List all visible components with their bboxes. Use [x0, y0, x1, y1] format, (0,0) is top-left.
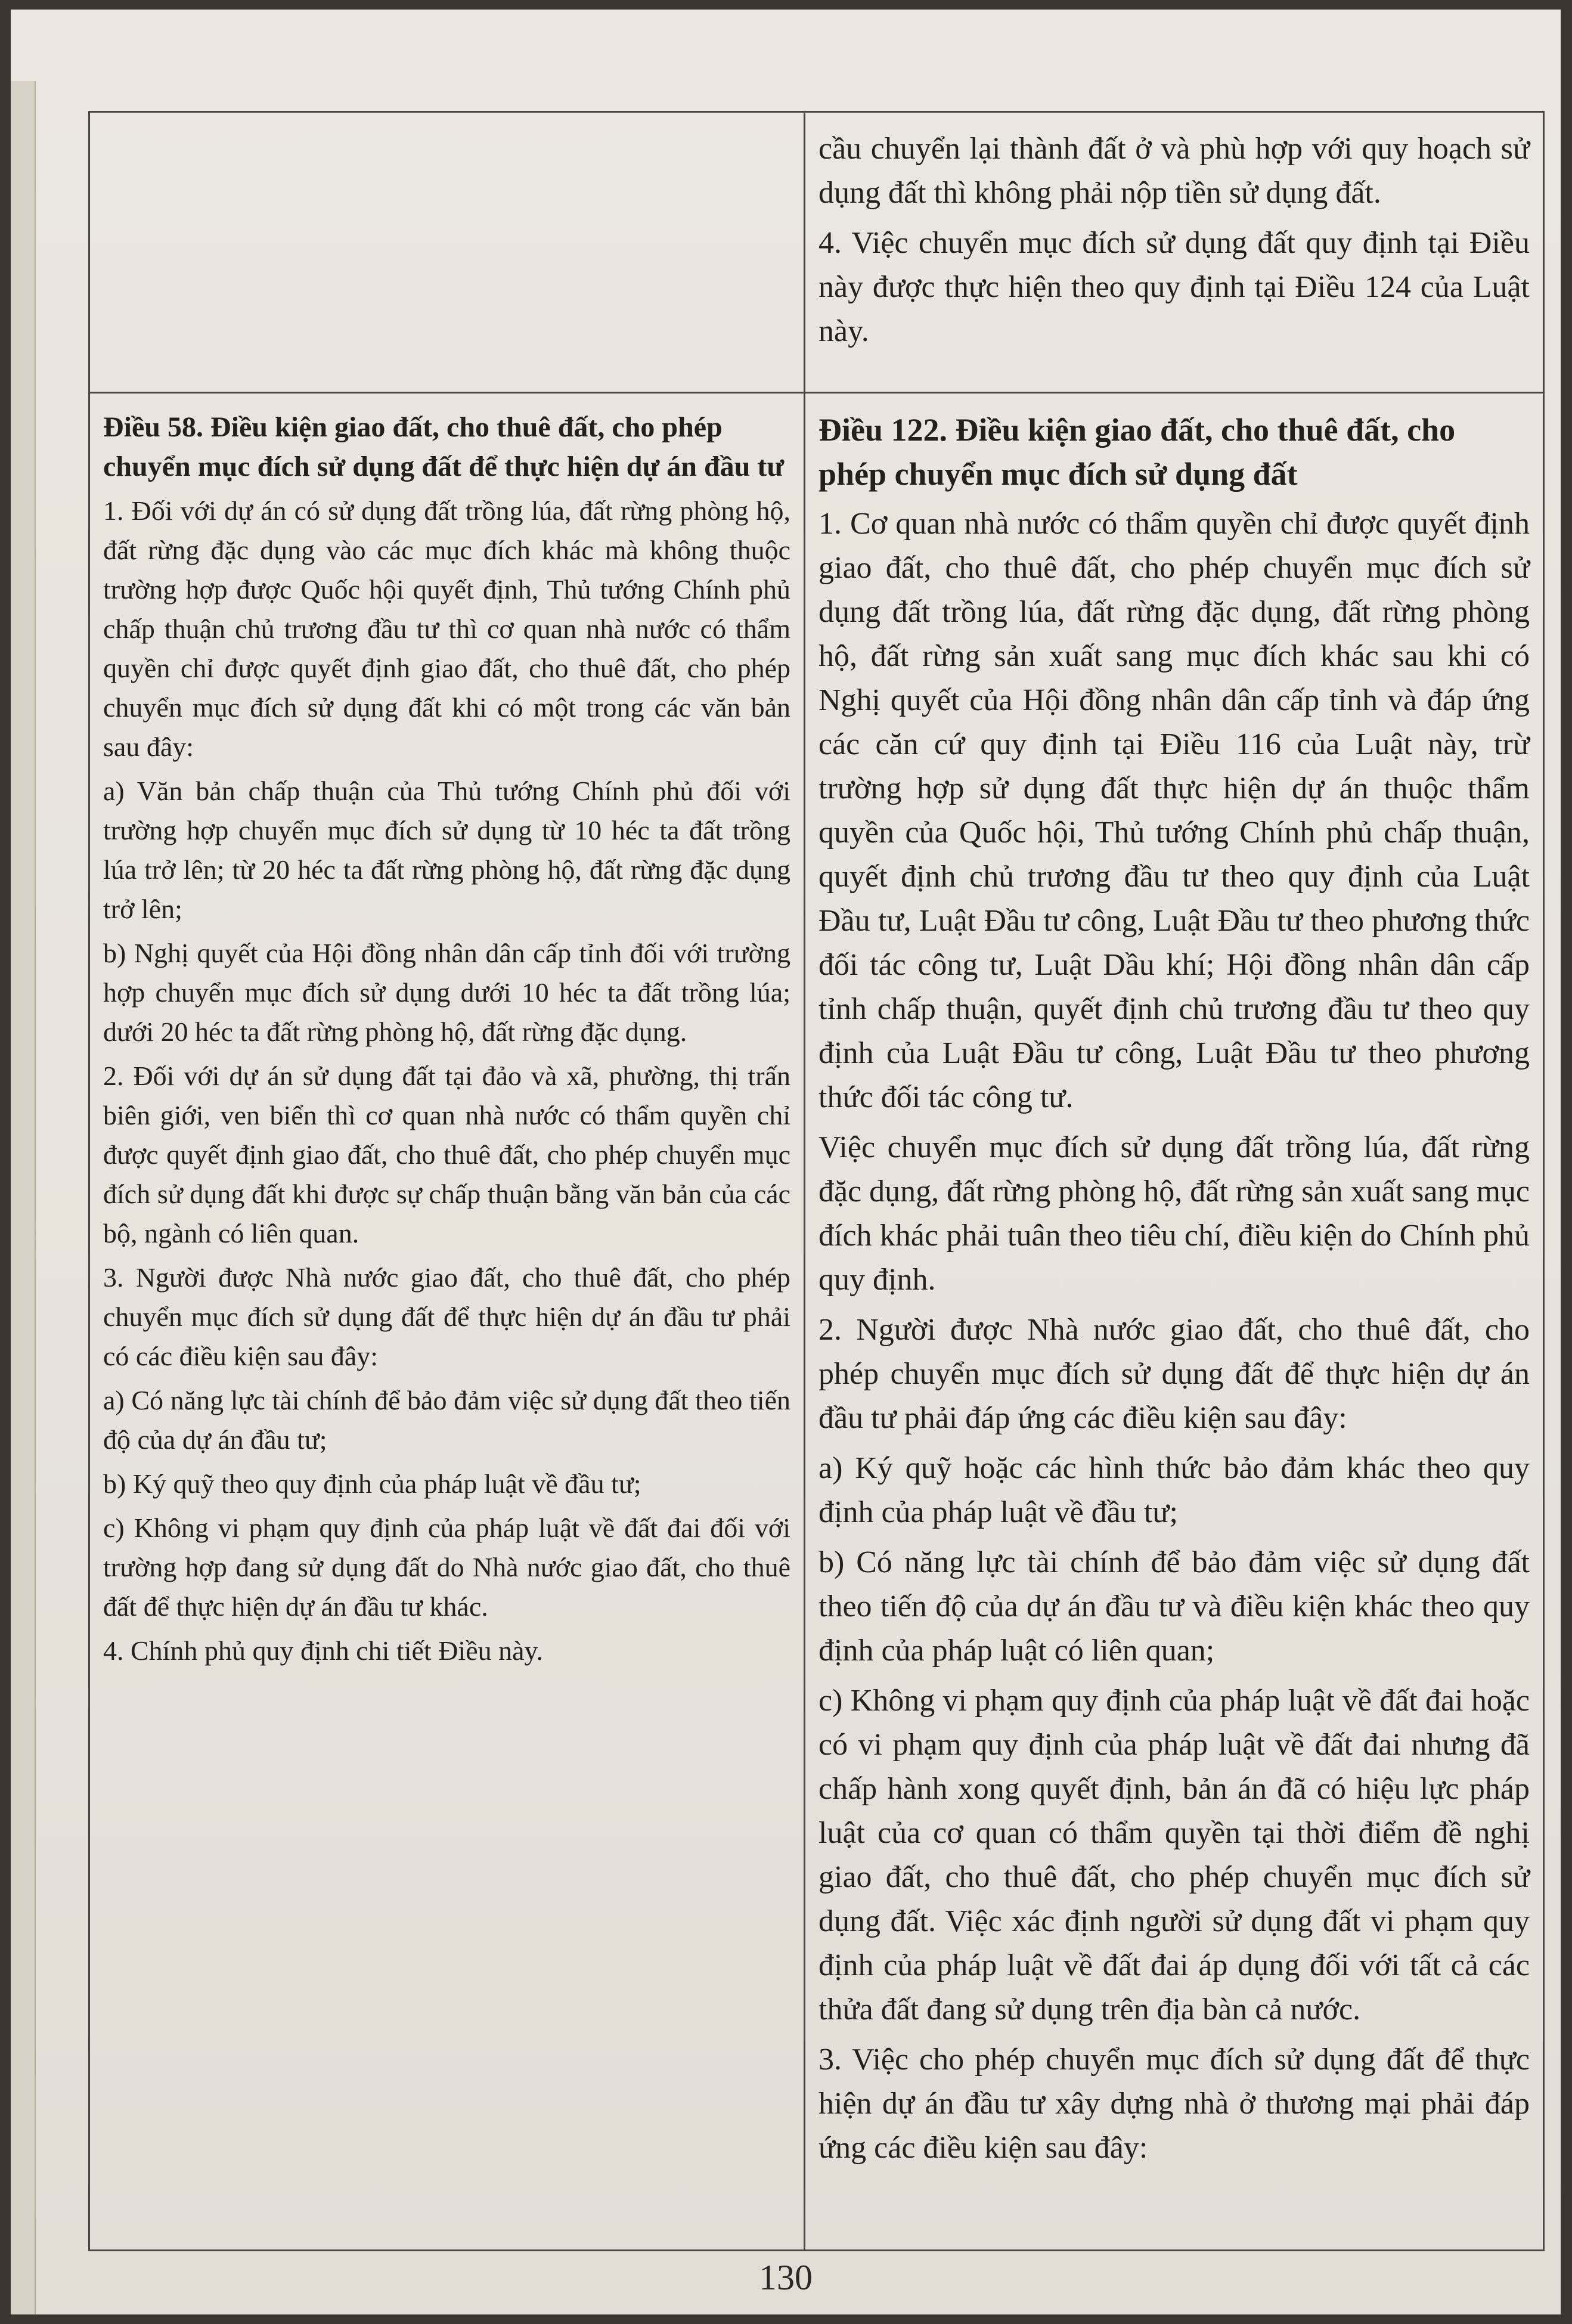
- right-paragraph: c) Không vi phạm quy định của pháp luật về đất đai hoặc có vi phạm quy định của pháp luật về đất đai nhưng đã chấp hành xong quyết định, bản án đã có hiệu lực pháp luật của cơ quan có thẩm quyền tại thời điểm đề nghị giao đất, cho thuê đất, cho phép chuyển mục đích sử dụng đất. Việc xác định người sử dụng đất vi phạm quy định của pháp luật về đất đai áp dụng đối với tất cả các thửa đất đang sử dụng trên địa bàn cả nước.: [818, 1684, 1530, 2026]
- page-number: 130: [759, 2258, 813, 2297]
- continuation-cell: [805, 112, 1544, 393]
- book-page: [11, 10, 1561, 2314]
- table-row: [89, 112, 1544, 393]
- left-paragraph: a) Văn bản chấp thuận của Thủ tướng Chính phủ đối với trường hợp chuyển mục đích sử dụng từ 10 héc ta đất trồng lúa trở lên; từ 20 héc ta đất rừng phòng hộ, đất rừng đặc dụng trở lên;: [103, 776, 790, 924]
- left-paragraph: 4. Chính phủ quy định chi tiết Điều này.: [103, 1635, 544, 1666]
- left-paragraph: c) Không vi phạm quy định của pháp luật về đất đai đối với trường hợp đang sử dụng đất do Nhà nước giao đất, cho thuê đất để thực hiện dự án đầu tư khác.: [103, 1513, 790, 1622]
- right-paragraph: 3. Việc cho phép chuyển mục đích sử dụng đất để thực hiện dự án đầu tư xây dựng nhà ở thương mại phải đáp ứng các điều kiện sau đây:: [818, 2043, 1530, 2165]
- left-paragraph: 3. Người được Nhà nước giao đất, cho thuê đất, cho phép chuyển mục đích sử dụng đất để thực hiện dự án đầu tư phải có các điều kiện sau đây:: [103, 1262, 790, 1371]
- right-paragraph: b) Có năng lực tài chính để bảo đảm việc sử dụng đất theo tiến độ của dự án đầu tư và điều kiện khác theo quy định của pháp luật có liên quan;: [818, 1545, 1530, 1668]
- article-heading-right: Điều 122. Điều kiện giao đất, cho thuê đất, cho phép chuyển mục đích sử dụng đất: [818, 412, 1456, 492]
- article-heading-left: Điều 58. Điều kiện giao đất, cho thuê đất, cho phép chuyển mục đích sử dụng đất để thực hiện dự án đầu tư: [103, 411, 785, 482]
- right-paragraph: a) Ký quỹ hoặc các hình thức bảo đảm khác theo quy định của pháp luật về đầu tư;: [818, 1451, 1530, 1529]
- right-paragraph: 2. Người được Nhà nước giao đất, cho thuê đất, cho phép chuyển mục đích sử dụng đất để thực hiện dự án đầu tư phải đáp ứng các điều kiện sau đây:: [818, 1313, 1530, 1435]
- continuation-paragraph: cầu chuyển lại thành đất ở và phù hợp với quy hoạch sử dụng đất thì không phải nộp tiền sử dụng đất.: [818, 132, 1530, 210]
- page-edge-strip: [11, 81, 36, 2314]
- table-row: [89, 393, 1544, 2251]
- right-paragraph: Việc chuyển mục đích sử dụng đất trồng lúa, đất rừng đặc dụng, đất rừng phòng hộ, đất rừng sản xuất sang mục đích khác phải tuân theo tiêu chí, điều kiện do Chính phủ quy định.: [818, 1130, 1530, 1297]
- comparison-table: [88, 111, 1545, 2251]
- empty-left-cell: [89, 112, 805, 393]
- left-paragraph: b) Nghị quyết của Hội đồng nhân dân cấp tỉnh đối với trường hợp chuyển mục đích sử dụng dưới 10 héc ta đất trồng lúa; dưới 20 héc ta đất rừng phòng hộ, đất rừng đặc dụng.: [103, 938, 790, 1047]
- left-paragraph: 1. Đối với dự án có sử dụng đất trồng lúa, đất rừng phòng hộ, đất rừng đặc dụng vào các mục đích khác mà không thuộc trường hợp được Quốc hội quyết định, Thủ tướng Chính phủ chấp thuận chủ trương đầu tư thì cơ quan nhà nước có thẩm quyền chỉ được quyết định giao đất, cho thuê đất, cho phép chuyển mục đích sử dụng đất khi có một trong các văn bản sau đây:: [103, 495, 790, 762]
- left-article-cell: [89, 393, 805, 2251]
- left-paragraph: a) Có năng lực tài chính để bảo đảm việc sử dụng đất theo tiến độ của dự án đầu tư;: [103, 1385, 790, 1455]
- right-paragraph: 1. Cơ quan nhà nước có thẩm quyền chỉ được quyết định giao đất, cho thuê đất, cho phép chuyển mục đích sử dụng đất trồng lúa, đất rừng đặc dụng, đất rừng phòng hộ, đất rừng sản xuất sang mục đích khác sau khi có Nghị quyết của Hội đồng nhân dân cấp tỉnh và đáp ứng các căn cứ quy định tại Điều 116 của Luật này, trừ trường hợp sử dụng đất thực hiện dự án thuộc thẩm quyền của Quốc hội, Thủ tướng Chính phủ chấp thuận, quyết định chủ trương đầu tư theo quy định của Luật Đầu tư, Luật Đầu tư công, Luật Đầu tư theo phương thức đối tác công tư, Luật Dầu khí; Hội đồng nhân dân cấp tỉnh chấp thuận, quyết định chủ trương đầu tư theo quy định của Luật Đầu tư công, Luật Đầu tư theo phương thức đối tác công tư.: [818, 507, 1530, 1114]
- continuation-paragraph: 4. Việc chuyển mục đích sử dụng đất quy định tại Điều này được thực hiện theo quy định tại Điều 124 của Luật này.: [818, 226, 1530, 348]
- left-paragraph: 2. Đối với dự án sử dụng đất tại đảo và xã, phường, thị trấn biên giới, ven biển thì cơ quan nhà nước có thẩm quyền chỉ được quyết định giao đất, cho thuê đất, cho phép chuyển mục đích sử dụng đất khi được sự chấp thuận bằng văn bản của các bộ, ngành có liên quan.: [103, 1061, 790, 1248]
- right-article-cell: [805, 393, 1544, 2251]
- left-paragraph: b) Ký quỹ theo quy định của pháp luật về đầu tư;: [103, 1468, 641, 1499]
